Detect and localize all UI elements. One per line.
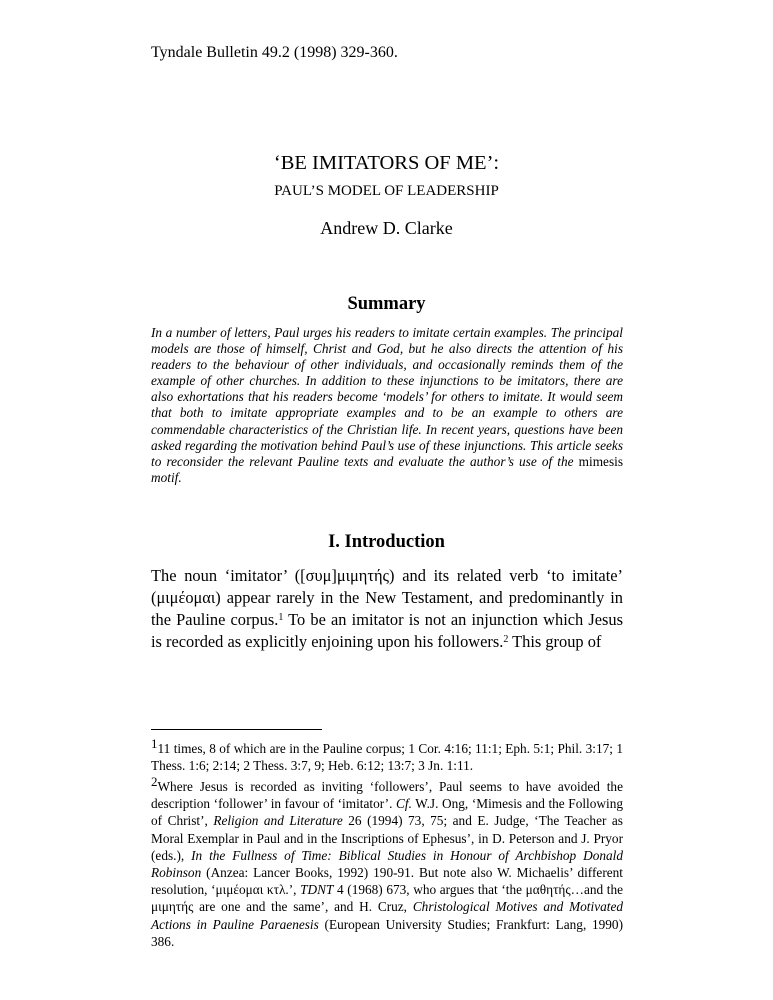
running-header: Tyndale Bulletin 49.2 (1998) 329-360. (151, 44, 398, 61)
footnote-2-cf: Cf. (396, 796, 412, 812)
introduction-heading: I. Introduction (328, 532, 445, 552)
summary-paragraph (151, 325, 623, 486)
footnote-2-mark: 2 (151, 774, 158, 789)
footnote-ref-2[interactable]: 2 (503, 634, 509, 645)
article-author: Andrew D. Clarke (320, 218, 453, 238)
footnote-2-book-2: Christological Motives and Motivated Actions in Pauline Paraenesis (151, 899, 623, 932)
footnote-2 (151, 774, 624, 950)
summary-heading: Summary (347, 294, 426, 314)
footnote-2-text-1: Where Jesus is recorded as inviting ‘followers’, Paul seems to have avoided the description ‘follower’ in favour of ‘imitator’. (151, 779, 623, 812)
footnote-ref-1[interactable]: 1 (278, 612, 284, 623)
footnote-2-journal-1: Religion and Literature (213, 813, 343, 829)
intro-text-1: The noun ‘imitator’ ([συμ]μιμητής) and its related verb ‘to imitate’ (μιμέομαι) appear rarely in the New Testament, and predominantly in the Pauline corpus. (151, 566, 623, 629)
footnote-2-text-5: 4 (1968) 673, who argues that ‘the μαθητής…and the μιμητής are one and the same’, and H. Cruz, (151, 882, 624, 915)
summary-text-main: In a number of letters, Paul urges his readers to imitate certain examples. The principal models are those of himself, Christ and God, but he also directs the attention of his readers to the behaviour of other individuals, and occasionally reminds them of the example of other churches. In addition to these injunctions to be imitators, there are also exhortations that his readers become ‘models’ for others to imitate. It would seem that both to imitate appropriate examples and to be an example to others are commendable characteristics of the Christian life. In recent years, questions have been asked regarding the motivation behind Paul’s use of these injunctions. This article seeks to reconsider the relevant Pauline texts and evaluate the author’s use of the (151, 325, 623, 469)
article-subtitle: PAUL’S MODEL OF LEADERSHIP (274, 183, 499, 199)
intro-text-3: This group of (508, 632, 602, 651)
article-title: ‘BE IMITATORS OF ME’: (273, 152, 500, 174)
footnote-2-text-3: 26 (1994) 73, 75; and E. Judge, ‘The Teacher as Moral Exemplar in Paul and in the Inscriptions of Ephesus’, in D. Peterson and J. Pryor (eds.), (151, 813, 623, 863)
footnote-2-journal-2: TDNT (300, 882, 334, 898)
introduction-paragraph (151, 565, 623, 653)
footnote-2-text-2: W.J. Ong, ‘Mimesis and the Following of Christ’, (151, 796, 623, 829)
footnote-2-text-4: (Anzea: Lancer Books, 1992) 190-91. But note also W. Michaelis’ different resolution, ‘μιμέομαι κτλ.’, (151, 865, 623, 898)
footnote-1-mark: 1 (151, 736, 158, 751)
footnote-2-text-6: (European University Studies; Frankfurt: Lang, 1990) 386. (151, 916, 624, 949)
footnote-divider (151, 729, 322, 730)
summary-mimesis-term: mimesis (578, 453, 623, 469)
intro-text-2: To be an imitator is not an injunction which Jesus is recorded as explicitly enjoining upon his followers. (151, 610, 623, 651)
footnote-1 (151, 736, 623, 774)
summary-text-end: motif. (151, 469, 182, 485)
footnote-2-book-1: In the Fullness of Time: Biblical Studies in Honour of Archbishop Donald Robinson (151, 847, 623, 881)
footnote-1-text: 11 times, 8 of which are in the Pauline corpus; 1 Cor. 4:16; 11:1; Eph. 5:1; Phil. 3:17; 1 Thess. 1:6; 2:14; 2 Thess. 3:7, 9; Heb. 6:12; 13:7; 3 Jn. 1:11. (151, 741, 623, 774)
